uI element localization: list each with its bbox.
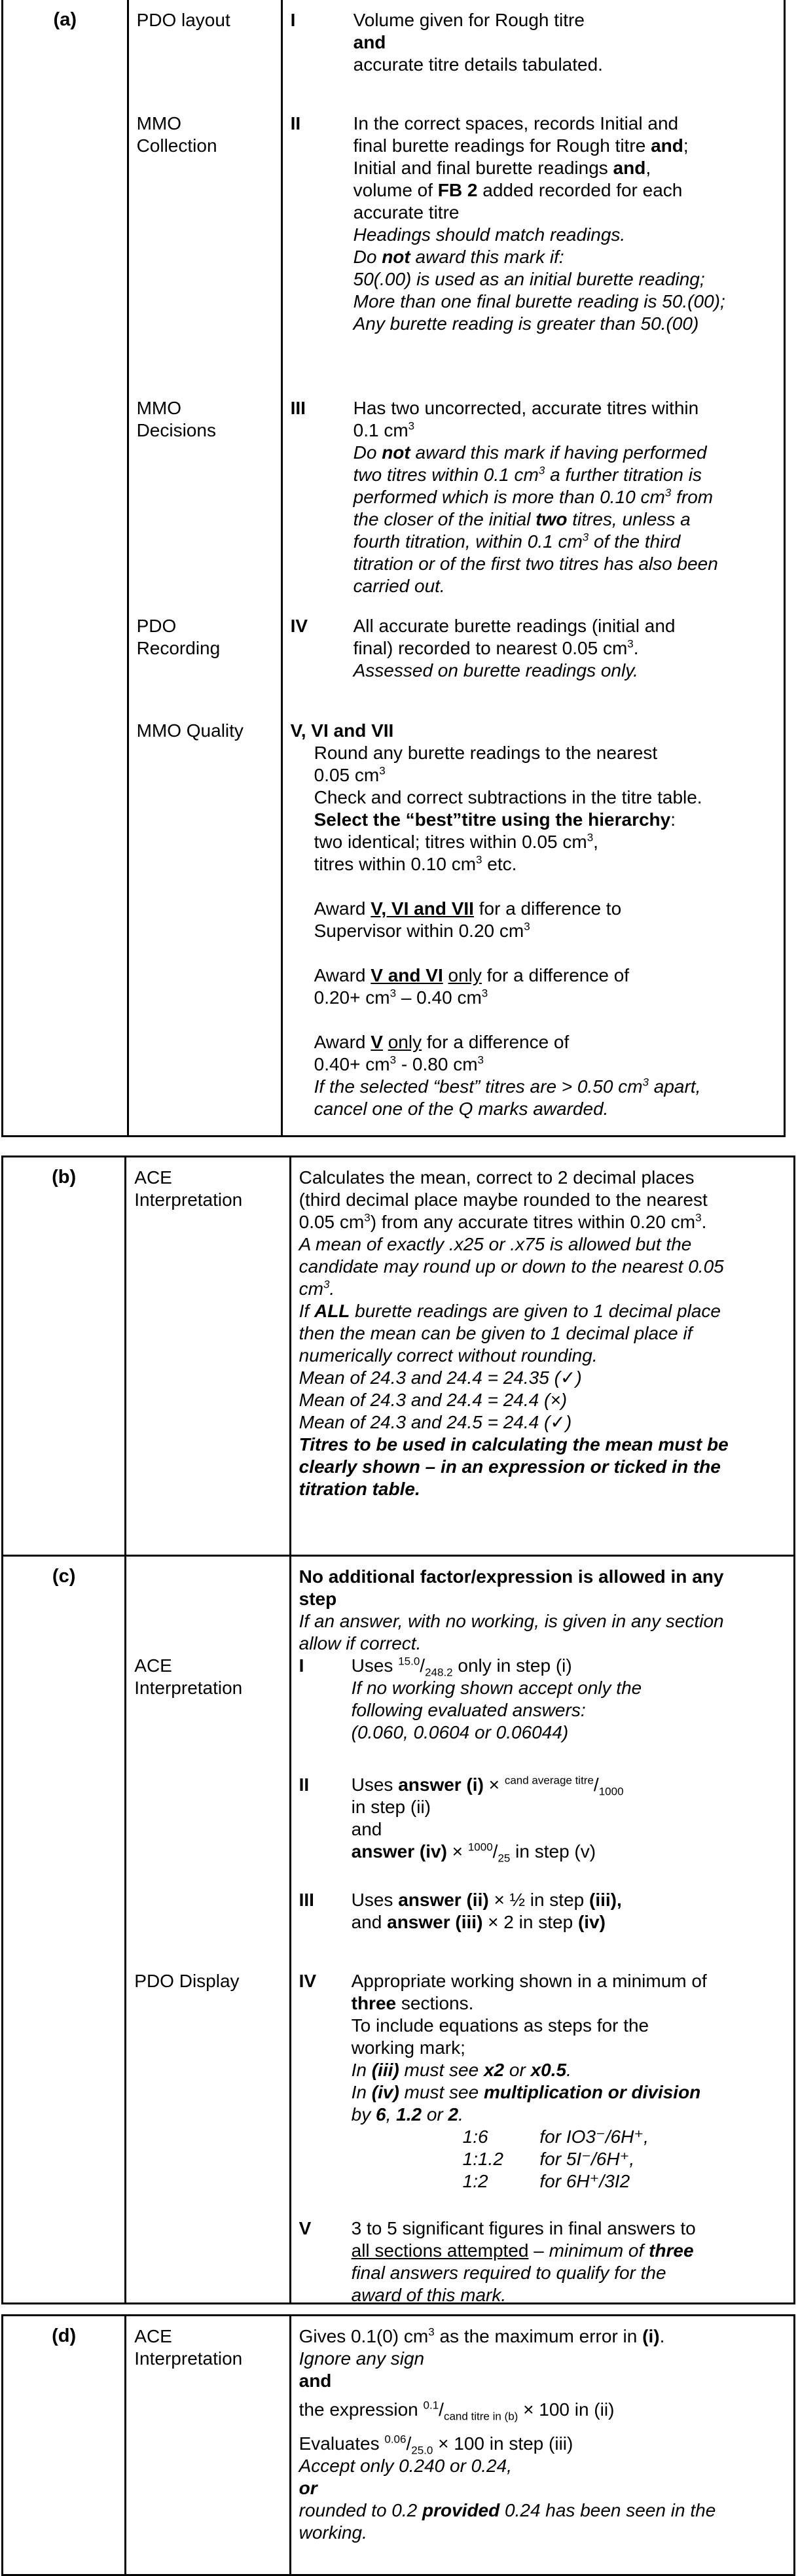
mark-i: I (290, 10, 296, 30)
mark-v-vi-vii: V, VI and VII (290, 720, 394, 741)
section-b-category: ACE Interpretation (126, 1157, 290, 1556)
category-mmo: MMO (136, 113, 181, 133)
section-a-details: I Volume given for Rough titre and accurate titre details tabulated. II In the correct spaces, records Initial and final burette readings for Rough titre and; Initial and final burette readings and, volume of FB 2 added recorded for each accurate titre Headings should match readings. Do not award this mark if: 50(.00) is used as an initial burette reading; More than one final burette reading is 50.(00); Any burette reading is greater than 50.(00) III Has two uncorrected, accurate titres within 0.1 $cm^3$ Do not award this mark if having performed two titres within 0.1 $cm^3$ a further titration is performed which is more than 0.10 $cm^3$ from the closer of the initial two titres, unless a fourth titration, within 0.1 $cm^3$ of the third titration or of the first two titres has also been carried out. IV All accurate burette readings (initial and final) recorded to nearest 0.05 $cm^3$. Assessed on burette readings only. V, VI and VII Round any burette readings to the nearest 0.05 $cm^3$ Check and correct subtractions in the titre table. Select the “best”titre using the hierarchy: two identical; titres within 0.05 $cm^3$, titres within 0.10 $cm^3$ etc. Award V, VI and VII for a difference to Supervisor within 0.20 $cm^3$ Award V and VI only for a difference of $0.20+ cm^3 - 0.40$ $cm^3$ Award V only for a difference of $0.40+ cm^3 - 0.80$ $cm^3$ If the selected “best” titres are > 0.50 $cm^3$ apart, cancel one of the Q marks awarded. (281, 0, 784, 1137)
section-d-details: Gives 0.1(0) $cm^3$ as the maximum error in (i). Ignore any sign and the expression $^{0.1}/_{cand titre in (b)} \times 100$ in (ii) Evaluates $^{0.06}/_{25.0} \times 100$ in step (iii) Accept only 0.240 or 0.24, or rounded to 0.2 provided 0.24 has been seen in the working. (290, 2316, 794, 2575)
section-b-details: Calculates the mean, correct to 2 decimal places (third decimal place maybe rounded to the nearest 0.05 $cm^3$) from any accurate titres within 0.20 $cm^3$. A mean of exactly .x25 or .x75 is allowed but the candidate may round up or down to the nearest 0.05 $cm^3$. If ALL burette readings are given to 1 decimal place then the mean can be given to 1 decimal place if numerically correct without rounding. Mean of 24.3 and 24.4 = 24.35 (✓) Mean of 24.3 and 24.4 = 24.4 (×) Mean of 24.3 and 24.5 = 24.4 (✓) Titres to be used in calculating the mean must be clearly shown – in an expression or ticked in the titration table. (290, 1157, 794, 1556)
category-collection: Collection (136, 135, 217, 156)
category-mmo-2: MMO (136, 398, 181, 418)
mark-ii: II (290, 113, 301, 133)
section-d-label: (d) (3, 2316, 126, 2575)
category-mmo-quality: MMO Quality (136, 720, 244, 741)
section-a-label: (a) (3, 0, 128, 1137)
section-d-category: ACE Interpretation (126, 2316, 290, 2575)
mark-iii: III (290, 398, 306, 418)
category-pdo-2: PDO (136, 616, 177, 636)
category-decisions: Decisions (136, 420, 216, 440)
category-pdo-layout: PDO layout (136, 10, 230, 30)
section-c-details: No additional factor/expression is allowed in any step If an answer, with no working, is given in any section allow if correct. I Uses $^{15.0}/_{248.2}$ only in step (i) If no working shown accept only the following evaluated answers: (0.060, 0.0604 or 0.06044) II Uses answer $(i) \times ^{cand average titre}/_{1000}$ in step (ii) and answer $(iv) \times ^{1000}/_{25}$ in step (v) III Uses answer (ii) × ½ in step (iii), and answer (iii) × 2 in step (iv) IV Appropriate working shown in a minimum of three sections. To include equations as steps for the working mark; In (iii) must see x2 or x0.5. In (iv) must see multiplication or division by 6, 1.2 or 2. 1:6 for IO3⁻/6H⁺, 1:1.2 for 5I⁻/6H⁺, 1:2 for 6H⁺/3I2 V 3 to 5 significant figures in final answers to all sections attempted – minimum of three final answers required to qualify for the award of this mark. (290, 1556, 794, 2304)
section-a-table (1, 0, 786, 1137)
mark-iv: IV (290, 616, 308, 636)
section-b-label: (b) (3, 1157, 126, 1556)
section-d-table (1, 2314, 795, 2576)
section-bc-table (1, 1156, 795, 2304)
section-a-categories (128, 0, 281, 1137)
section-c-categories: ACE Interpretation PDO Display (126, 1556, 290, 2304)
category-recording: Recording (136, 638, 221, 658)
section-c-label: (c) (3, 1556, 126, 2304)
